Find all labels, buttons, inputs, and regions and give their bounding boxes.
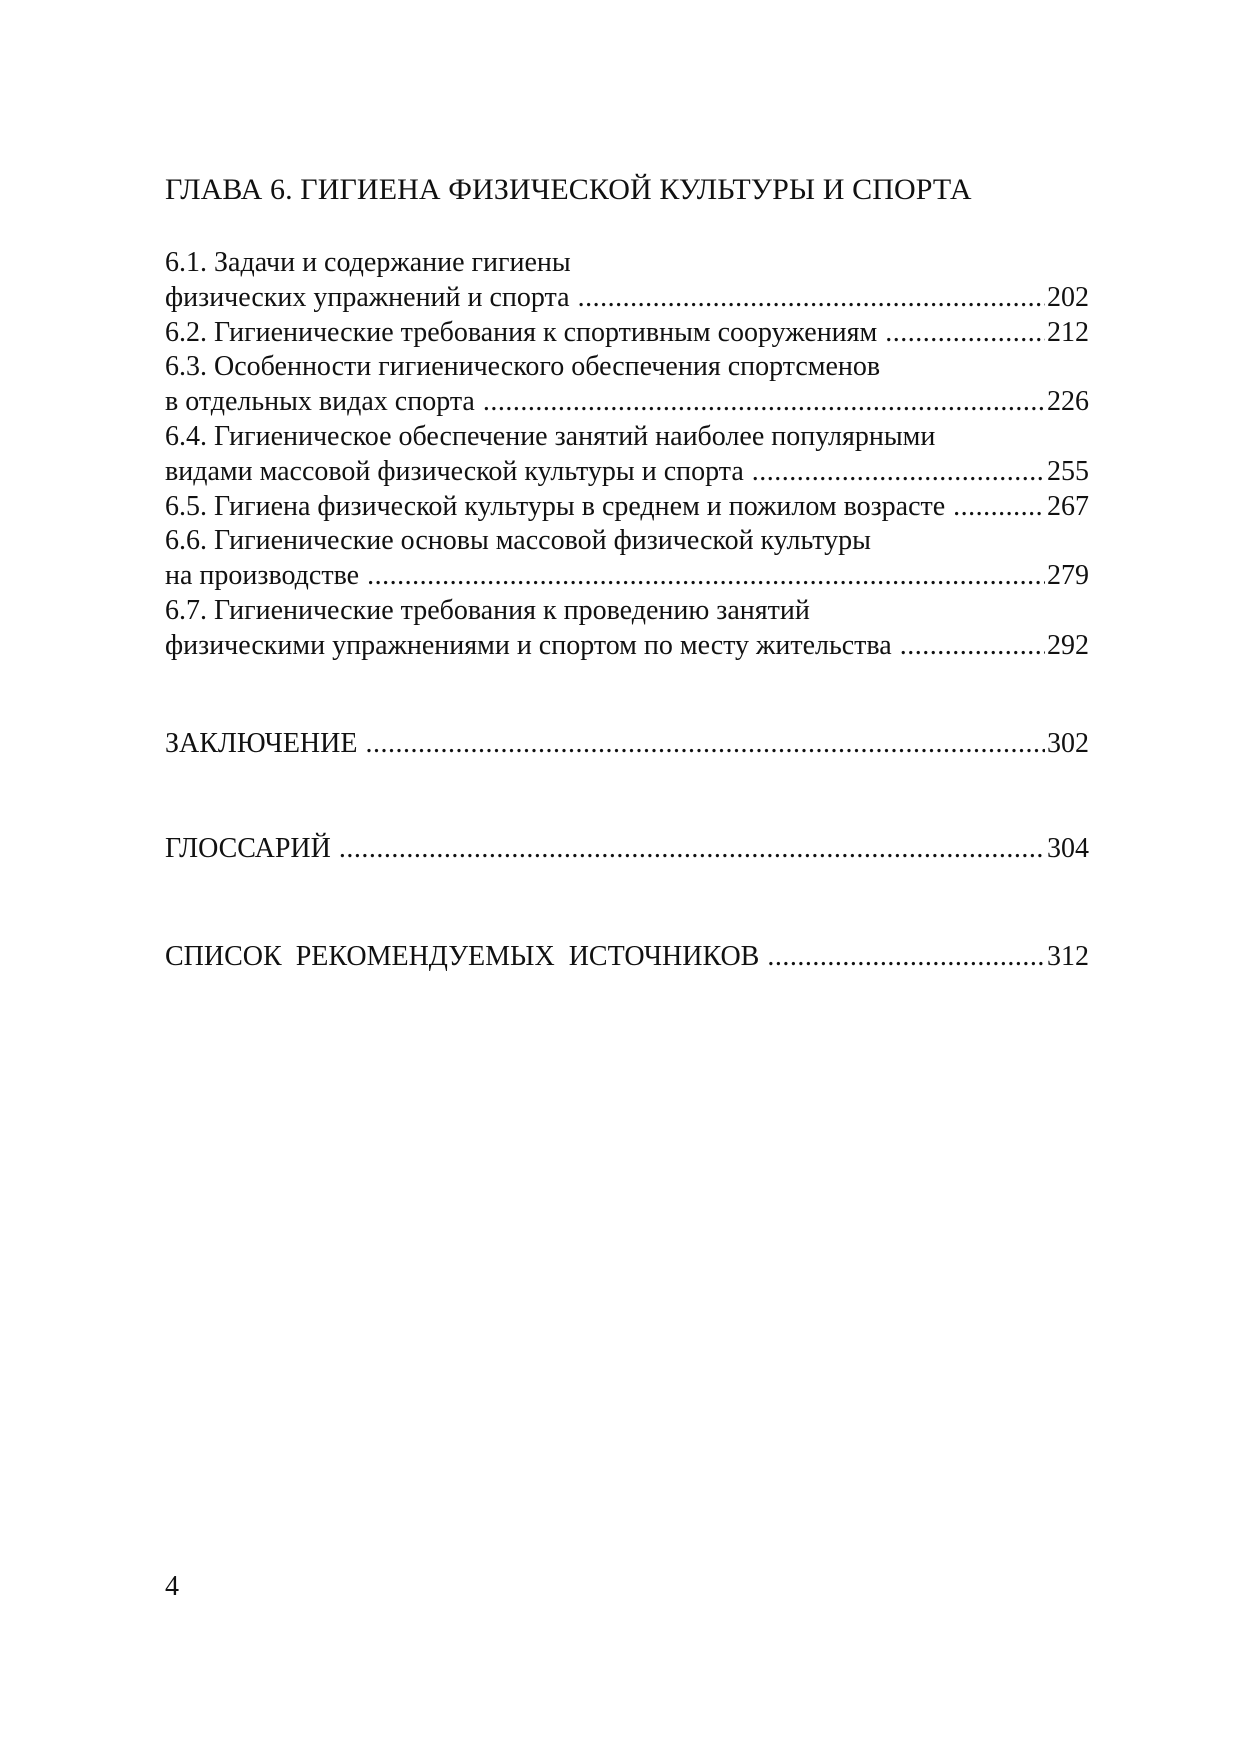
toc-entry-6-1[interactable] [165,246,1089,316]
toc-entry-text: 6.2. Гигиенические требования к спортивным сооружениям [165,316,878,348]
dot-leader [578,281,1045,316]
toc-entry-glossary[interactable] [165,830,1089,868]
toc-page-number: 304 [1047,833,1089,864]
toc-entry-text: на производстве [165,560,360,592]
toc-entry-line: 6.3. Особенности гигиенического обеспечения спортсменов [165,351,881,383]
toc-entry-last-line [165,938,1089,976]
toc-entry-6-6[interactable] [165,524,1089,594]
toc-entry-line: 6.1. Задачи и содержание гигиены [165,247,571,278]
toc-page-number: 212 [1047,316,1089,348]
toc-entry-6-3[interactable] [165,350,1089,420]
toc-entry-6-4[interactable] [165,420,1089,490]
toc-sections [165,246,1089,664]
toc-page-number: 279 [1047,560,1089,592]
toc-entry-text: ГЛОССАРИЙ [165,833,331,864]
toc-page-number: 292 [1047,629,1089,661]
dot-leader [885,316,1045,351]
toc-entry-line: 6.4. Гигиеническое обеспечение занятий наиболее популярными [165,420,936,452]
chapter-title: ГЛАВА 6. ГИГИЕНА ФИЗИЧЕСКОЙ КУЛЬТУРЫ И СПОРТА [165,173,972,206]
toc-entry-text: СПИСОК РЕКОМЕНДУЕМЫХ ИСТОЧНИКОВ [165,941,760,972]
page-number: 4 [165,1571,179,1602]
toc-entry-sources[interactable] [165,938,1089,976]
toc-page-number: 302 [1047,728,1089,759]
toc-entry-last-line [165,455,1089,490]
toc-entry-last-line [165,725,1089,763]
toc-entry-last-line [165,281,1089,316]
toc-entry-6-2[interactable] [165,316,1089,351]
toc-entry-text: ЗАКЛЮЧЕНИЕ [165,728,358,759]
toc-entry-line: 6.7. Гигиенические требования к проведению занятий [165,594,810,626]
toc-entry-last-line [165,490,1089,525]
toc-page-number: 202 [1047,281,1089,313]
toc-entry-text: физических упражнений и спорта [165,281,570,313]
dot-leader [900,629,1045,664]
dot-leader [767,938,1045,976]
toc-entry-6-5[interactable] [165,490,1089,525]
toc-entry-text: физическими упражнениями и спортом по месту жительства [165,629,892,661]
toc-page-number: 312 [1047,941,1089,972]
toc-entry-text: видами массовой физической культуры и спорта [165,455,744,487]
dot-leader [365,725,1045,763]
toc-entry-6-7[interactable] [165,594,1089,664]
toc-page-number: 267 [1047,490,1089,522]
toc-page-number: 255 [1047,455,1089,487]
toc-entry-last-line [165,316,1089,351]
toc-entry-conclusion[interactable] [165,725,1089,763]
toc-entry-line: 6.6. Гигиенические основы массовой физической культуры [165,525,871,557]
toc-entry-text: 6.5. Гигиена физической культуры в среднем и пожилом возрасте [165,490,946,522]
dot-leader [339,830,1045,868]
dot-leader [752,455,1045,490]
toc-entry-last-line [165,629,1089,664]
dot-leader [953,490,1045,525]
toc-page-number: 226 [1047,386,1089,418]
dot-leader [483,385,1045,420]
dot-leader [367,559,1045,594]
toc-entry-last-line [165,830,1089,868]
toc-entry-last-line [165,559,1089,594]
toc-entry-text: в отдельных видах спорта [165,386,475,418]
toc-entry-last-line [165,385,1089,420]
